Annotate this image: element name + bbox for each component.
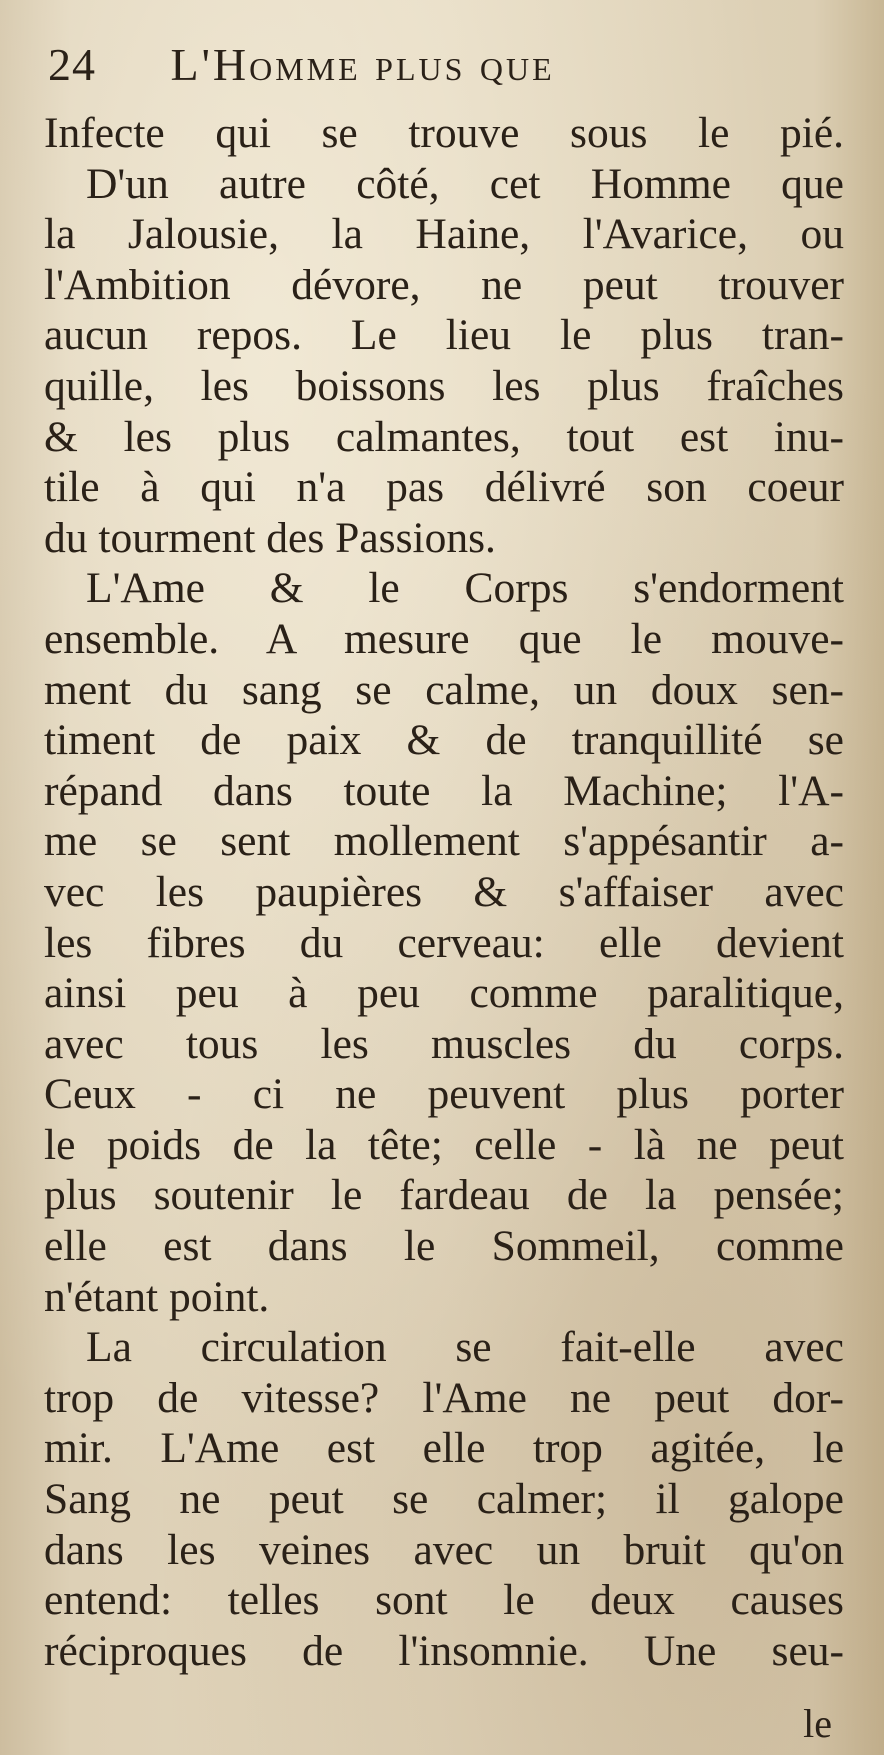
text-line: vec les paupières & s'affaiser avec bbox=[44, 867, 844, 916]
text-line: répand dans toute la Machine; l'A- bbox=[44, 766, 844, 815]
text-line: l'Ambition dévore, ne peut trouver bbox=[44, 260, 844, 309]
text-line: les fibres du cerveau: elle devient bbox=[44, 918, 844, 967]
text-line: me se sent mollement s'appésantir a- bbox=[44, 817, 844, 866]
text-line: ensemble. A mesure que le mouve- bbox=[44, 614, 844, 663]
paragraph-end-line: du tourment des Passions. bbox=[44, 513, 496, 562]
text-line: & les plus calmantes, tout est inu- bbox=[44, 412, 844, 461]
text-line: dans les veines avec un bruit qu'on bbox=[44, 1525, 844, 1574]
text-line: timent de paix & de tranquillité se bbox=[44, 716, 844, 765]
text-line: Infecte qui se trouve sous le pié. bbox=[44, 109, 844, 157]
text-line: ment du sang se calme, un doux sen- bbox=[44, 665, 844, 714]
text-line: elle est dans le Sommeil, comme bbox=[44, 1222, 844, 1271]
paragraph-start-line: La circulation se fait-elle avec bbox=[86, 1323, 844, 1372]
text-line: tile à qui n'a pas délivré son coeur bbox=[44, 463, 844, 512]
running-title: L'Homme plus que bbox=[170, 39, 555, 90]
page-header bbox=[48, 38, 844, 108]
text-line: Sang ne peut se calmer; il galope bbox=[44, 1475, 844, 1524]
body-text bbox=[44, 108, 844, 1676]
text-line: avec tous les muscles du corps. bbox=[44, 1019, 844, 1068]
paragraph-start-line: D'un autre côté, cet Homme que bbox=[86, 159, 844, 208]
text-line: le poids de la tête; celle - là ne peut bbox=[44, 1120, 844, 1169]
text-line: ainsi peu à peu comme paralitique, bbox=[44, 969, 844, 1018]
paragraph-end-line: n'étant point. bbox=[44, 1272, 270, 1321]
text-line: réciproques de l'insomnie. Une seu- bbox=[44, 1626, 844, 1675]
text-line: trop de vitesse? l'Ame ne peut dor- bbox=[44, 1373, 844, 1422]
page-number: 24 bbox=[48, 39, 96, 90]
paragraph-start-line: L'Ame & le Corps s'endorment bbox=[86, 564, 844, 613]
text-line: aucun repos. Le lieu le plus tran- bbox=[44, 311, 844, 360]
text-line: entend: telles sont le deux causes bbox=[44, 1576, 844, 1625]
text-line: la Jalousie, la Haine, l'Avarice, ou bbox=[44, 210, 844, 259]
text-line: mir. L'Ame est elle trop agitée, le bbox=[44, 1424, 844, 1473]
text-line: quille, les boissons les plus fraîches bbox=[44, 361, 844, 410]
text-line: Ceux - ci ne peuvent plus porter bbox=[44, 1070, 844, 1119]
text-line: plus soutenir le fardeau de la pensée; bbox=[44, 1171, 844, 1220]
catchword: le bbox=[803, 1701, 832, 1746]
